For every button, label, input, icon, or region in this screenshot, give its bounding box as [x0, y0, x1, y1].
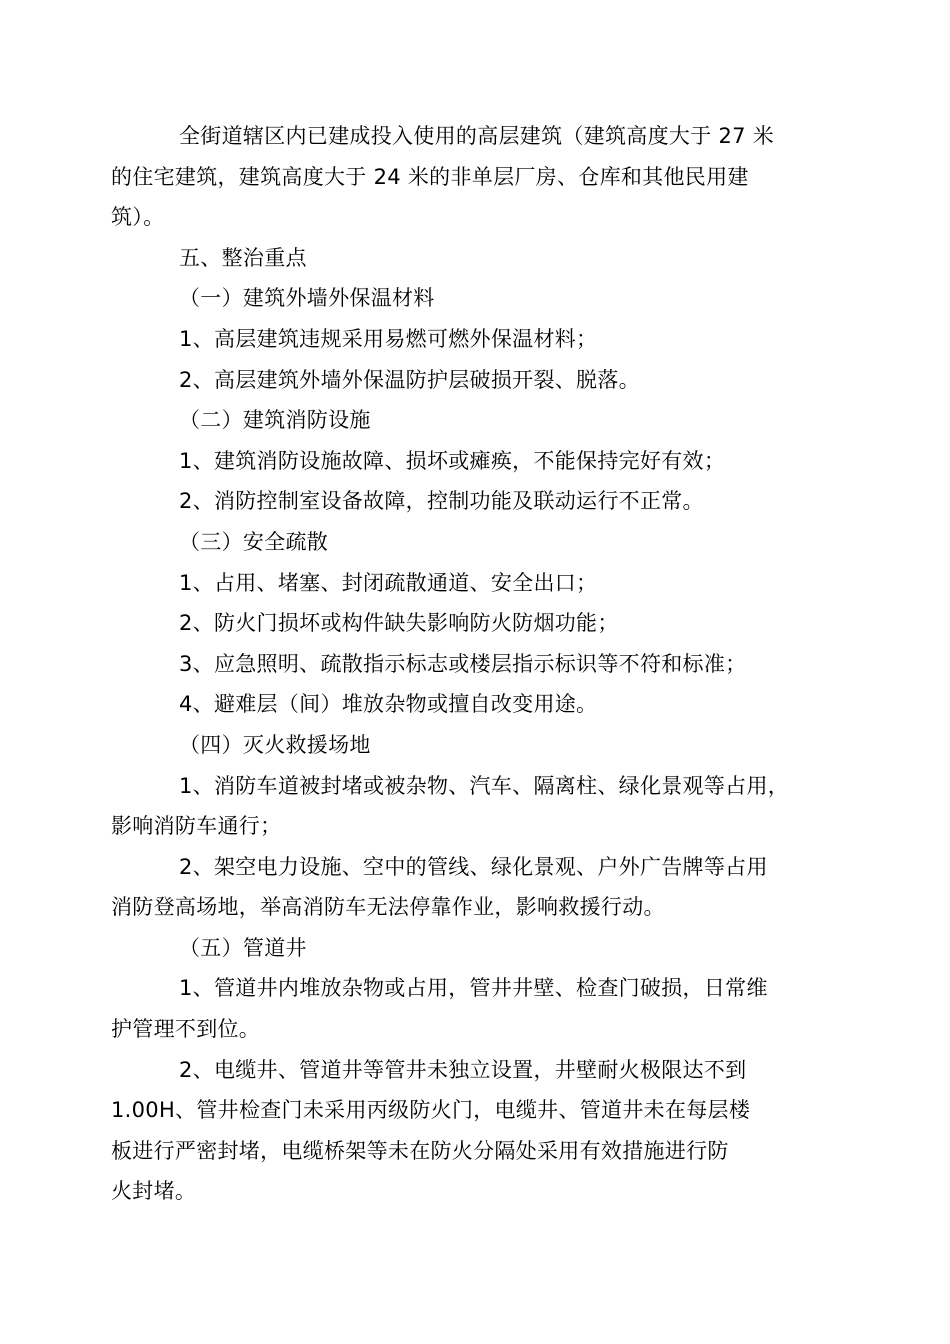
text-line: 2、消防控制室设备故障，控制功能及联动运行不正常。 [179, 489, 704, 514]
paragraph [111, 766, 810, 847]
paragraph [145, 603, 810, 644]
paragraph [145, 400, 810, 441]
paragraph [145, 684, 810, 725]
paragraph [145, 278, 810, 319]
paragraph [145, 522, 810, 563]
text-line: 板进行严密封堵，电缆桥架等未在防火分隔处采用有效措施进行防 [111, 1138, 729, 1163]
text-line: 筑）。 [111, 205, 165, 230]
text-line: 2、架空电力设施、空中的管线、绿化景观、户外广告牌等占用 [179, 854, 768, 879]
text-line: 3、应急照明、疏散指示标志或楼层指示标识等不符和标准； [179, 651, 747, 676]
paragraph [145, 563, 810, 604]
text-line: 1、管道井内堆放杂物或占用，管井井壁、检查门破损，日常维 [179, 976, 768, 1001]
text-line: （三）安全疏散 [179, 529, 329, 554]
text-line: 火封堵。 [111, 1179, 197, 1204]
document-body [111, 116, 810, 1212]
text-line: （二）建筑消防设施 [179, 408, 371, 433]
text-line: 1、高层建筑违规采用易燃可燃外保温材料； [179, 326, 598, 351]
text-line: 1、消防车道被封堵或被杂物、汽车、隔离柱、绿化景观等占用， [179, 773, 790, 798]
text-line: 五、整治重点 [179, 245, 307, 270]
paragraph [145, 644, 810, 685]
paragraph [111, 1050, 810, 1212]
paragraph [111, 968, 810, 1049]
text-line: 1、建筑消防设施故障、损坏或瘫痪，不能保持完好有效； [179, 448, 726, 473]
text-line: 全街道辖区内已建成投入使用的高层建筑（建筑高度大于 27 米 [179, 124, 775, 148]
paragraph [145, 319, 810, 360]
text-line: 2、高层建筑外墙外保温防护层破损开裂、脱落。 [179, 367, 640, 392]
text-line: （四）灭火救援场地 [179, 732, 371, 757]
text-line: 的住宅建筑，建筑高度大于 24 米的非单层厂房、仓库和其他民用建 [111, 164, 749, 189]
text-line: 影响消防车通行； [111, 814, 282, 839]
text-line: 消防登高场地，举高消防车无法停靠作业，影响救援行动。 [111, 895, 665, 920]
text-line: 2、电缆井、管道井等管井未独立设置，井壁耐火极限达不到 [179, 1057, 747, 1082]
text-line: （一）建筑外墙外保温材料 [179, 286, 435, 311]
paragraph [145, 725, 810, 766]
text-line: （五）管道井 [179, 935, 307, 960]
paragraph [145, 238, 810, 279]
paragraph [145, 441, 810, 482]
text-line: 4、避难层（间）堆放杂物或擅自改变用途。 [179, 692, 598, 717]
paragraph [145, 481, 810, 522]
text-line: 1、占用、堵塞、封闭疏散通道、安全出口； [179, 570, 598, 595]
text-line: 1.00H、管井检查门未采用丙级防火门，电缆井、管道井未在每层楼 [111, 1098, 751, 1123]
paragraph [145, 360, 810, 401]
text-line: 护管理不到位。 [111, 1017, 261, 1042]
text-line: 2、防火门损坏或构件缺失影响防火防烟功能； [179, 611, 619, 636]
paragraph [145, 928, 810, 969]
paragraph [111, 116, 810, 238]
paragraph [111, 847, 810, 928]
